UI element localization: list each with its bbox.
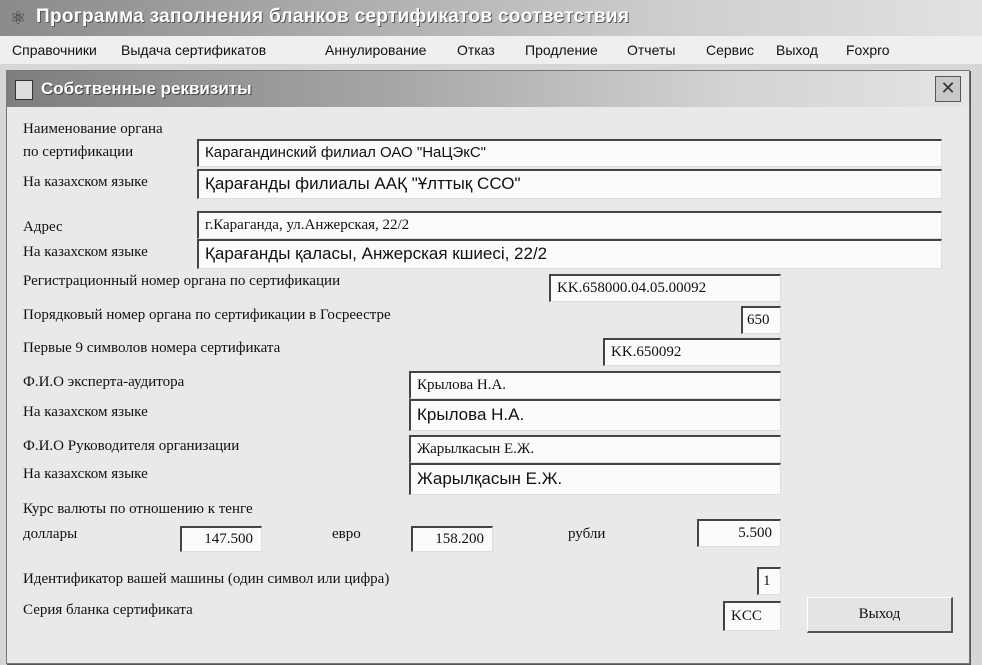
dialog-title: Собственные реквизиты [41, 79, 252, 98]
menu-servis[interactable]: Сервис [706, 42, 754, 58]
menu-otkaz[interactable]: Отказ [457, 42, 495, 58]
close-button[interactable]: ✕ [935, 76, 961, 102]
gosreestr-field[interactable]: 650 [741, 306, 781, 334]
label-expert: Ф.И.О эксперта-аудитора [23, 374, 185, 390]
org-name-kaz-field[interactable]: Қарағанды филиалы АAҚ "Ұлттық ССО" [197, 169, 942, 199]
head-kaz-field[interactable]: Жарылқасын Е.Ж. [409, 463, 781, 495]
label-kaz-head: На казахском языке [23, 466, 148, 482]
label-gosreestr: Порядковый номер органа по сертификации в Госреестре [23, 307, 391, 323]
address-field[interactable]: г.Караганда, ул.Анжерская, 22/2 [197, 211, 942, 239]
menu-foxpro[interactable]: Foxpro [846, 42, 890, 58]
series-field[interactable]: KCC [723, 601, 781, 631]
address-kaz-field[interactable]: Қарағанды қаласы, Анжерская кшиесі, 22/2 [197, 239, 942, 269]
label-head: Ф.И.О Руководителя организации [23, 438, 240, 454]
label-org-name: Наименование органа [23, 121, 163, 137]
menu-spravochniki[interactable]: Справочники [12, 42, 97, 58]
menu-bar [0, 36, 982, 64]
label-rub: рубли [568, 526, 606, 542]
menu-prodlenie[interactable]: Продление [525, 42, 598, 58]
menu-annulirovanie[interactable]: Аннулирование [325, 42, 427, 58]
label-org-name-2: по сертификации [23, 144, 134, 160]
label-first9: Первые 9 символов номера сертификата [23, 340, 281, 356]
label-kaz-address: На казахском языке [23, 244, 148, 260]
usd-rate-field[interactable]: 147.500 [180, 526, 262, 552]
requisites-dialog [6, 70, 970, 664]
label-kaz-org: На казахском языке [23, 174, 148, 190]
app-title: Программа заполнения бланков сертификатов соответствия [36, 6, 630, 27]
calculator-icon [15, 80, 33, 100]
app-title-bar [0, 0, 982, 36]
menu-vydacha[interactable]: Выдача сертификатов [121, 42, 267, 58]
rub-rate-field[interactable]: 5.500 [697, 519, 781, 547]
machine-id-field[interactable]: 1 [757, 567, 781, 595]
label-series: Серия бланка сертификата [23, 602, 193, 618]
menu-otchety[interactable]: Отчеты [627, 42, 676, 58]
dialog-title-bar [7, 71, 969, 107]
exit-button[interactable]: Выход [807, 597, 953, 633]
label-machine-id: Идентификатор вашей машины (один символ или цифра) [23, 571, 390, 587]
eur-rate-field[interactable]: 158.200 [411, 526, 493, 552]
label-reg-number: Регистрационный номер органа по сертификации [23, 273, 341, 289]
label-rate: Курс валюты по отношению к тенге [23, 501, 253, 517]
expert-kaz-field[interactable]: Крылова Н.А. [409, 399, 781, 431]
label-usd: доллары [23, 526, 78, 542]
label-eur: евро [332, 526, 361, 542]
menu-vyhod[interactable]: Выход [776, 42, 818, 58]
label-kaz-expert: На казахском языке [23, 404, 148, 420]
head-field[interactable]: Жарылкасын Е.Ж. [409, 435, 781, 463]
expert-field[interactable]: Крылова Н.А. [409, 371, 781, 399]
app-icon: ⚛ [10, 8, 27, 28]
label-address: Адрес [23, 219, 63, 235]
first9-field[interactable]: KK.650092 [603, 338, 781, 366]
reg-number-field[interactable]: KK.658000.04.05.00092 [549, 274, 781, 302]
org-name-field[interactable]: Карагандинский филиал ОАО "НаЦЭкС" [197, 139, 942, 167]
